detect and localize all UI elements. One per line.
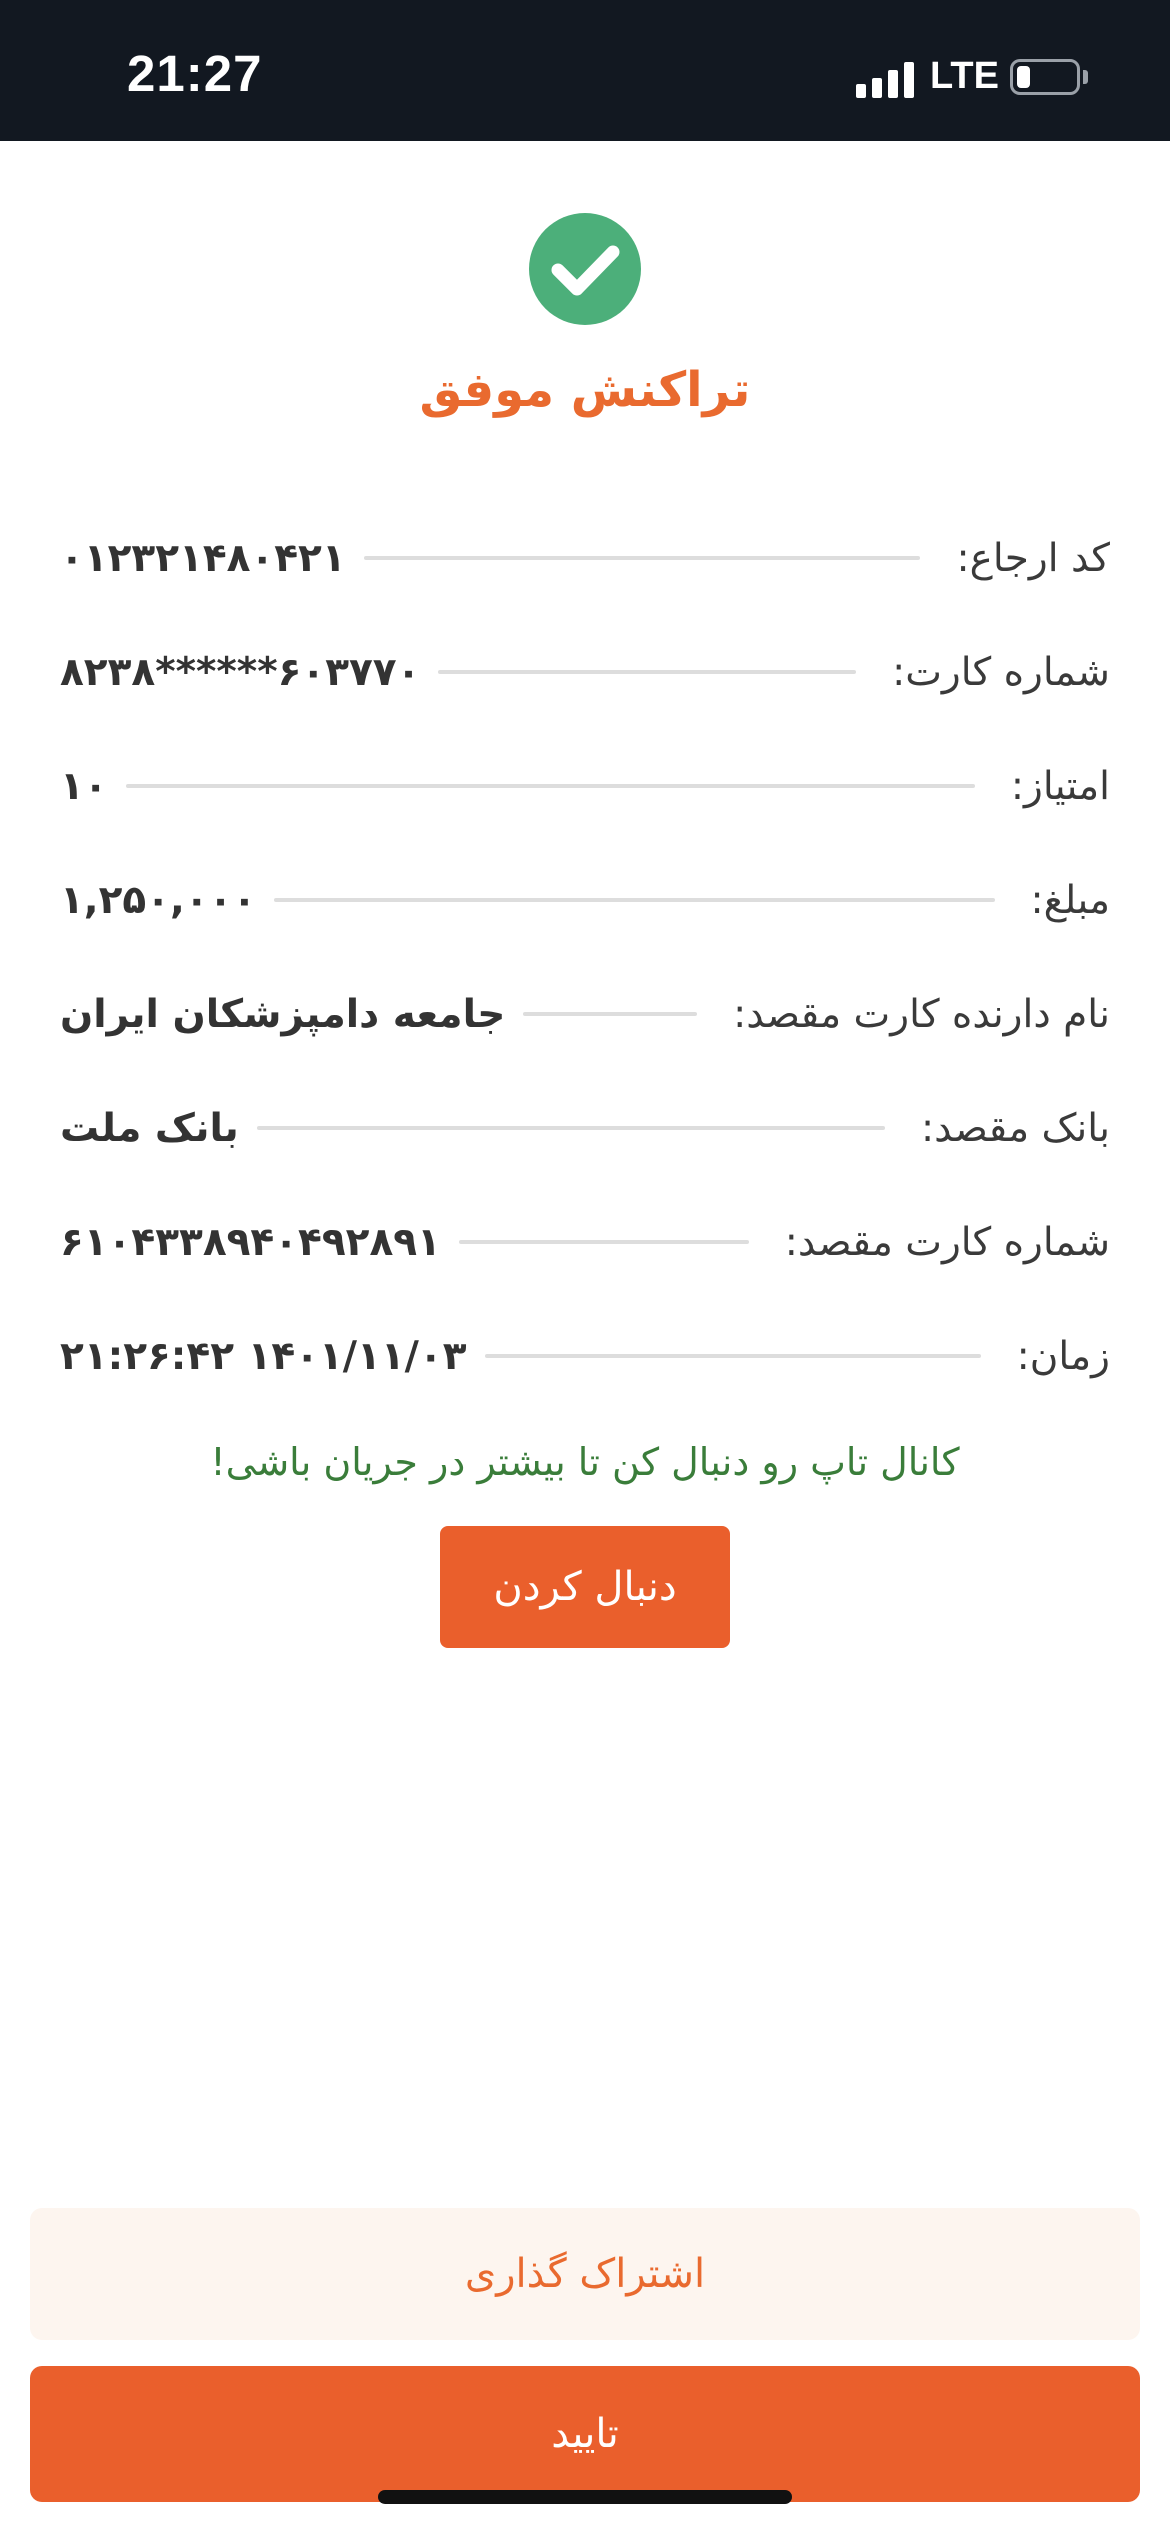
detail-row-reference-code xyxy=(60,528,1110,588)
row-value: جامعه دامپزشکان ایران xyxy=(60,991,506,1037)
row-divider xyxy=(126,784,975,788)
cellular-signal-icon xyxy=(856,58,916,98)
detail-row-points xyxy=(60,756,1110,816)
detail-row-destination-bank xyxy=(60,1098,1110,1158)
row-label: امتیاز: xyxy=(1010,763,1110,809)
detail-row-time xyxy=(60,1326,1110,1386)
follow-button[interactable]: دنبال کردن xyxy=(440,1526,730,1648)
row-label: بانک مقصد: xyxy=(921,1105,1110,1151)
row-value: ۱,۲۵۰,۰۰۰ xyxy=(60,877,257,923)
page-title: تراکنش موفق xyxy=(419,362,751,418)
row-value: ۶۰۳۷۷۰******۸۲۳۸ xyxy=(60,649,421,695)
channel-promo-text: کانال تاپ رو دنبال کن تا بیشتر در جریان باشی! xyxy=(210,1440,960,1484)
status-time: 21:27 xyxy=(127,45,263,102)
row-label: نام دارنده کارت مقصد: xyxy=(733,991,1110,1037)
row-divider xyxy=(459,1240,749,1244)
row-value: بانک ملت xyxy=(60,1105,239,1151)
row-divider xyxy=(485,1354,981,1358)
status-bar xyxy=(0,0,1170,141)
detail-row-card-number xyxy=(60,642,1110,702)
row-divider xyxy=(523,1012,697,1016)
detail-row-destination-holder xyxy=(60,984,1110,1044)
battery-icon xyxy=(1010,59,1080,95)
row-label: شماره کارت مقصد: xyxy=(784,1219,1110,1265)
detail-row-amount xyxy=(60,870,1110,930)
row-value: ۱۰ xyxy=(60,763,108,809)
row-divider xyxy=(257,1126,885,1130)
home-indicator[interactable] xyxy=(378,2490,792,2504)
row-label: زمان: xyxy=(1016,1333,1110,1379)
row-divider xyxy=(438,670,856,674)
confirm-button[interactable]: تایید xyxy=(30,2366,1140,2502)
row-value: ۶۱۰۴۳۳۸۹۴۰۴۹۲۸۹۱ xyxy=(60,1219,441,1265)
detail-row-destination-card xyxy=(60,1212,1110,1272)
battery-level xyxy=(1017,66,1030,88)
row-value: ۰۱۲۳۲۱۴۸۰۴۲۱ xyxy=(60,535,346,581)
battery-tip xyxy=(1083,70,1088,84)
row-label: کد ارجاع: xyxy=(956,535,1110,581)
row-label: مبلغ: xyxy=(1030,877,1110,923)
row-divider xyxy=(364,556,921,560)
share-button[interactable]: اشتراک گذاری xyxy=(30,2208,1140,2340)
row-divider xyxy=(274,898,994,902)
row-label: شماره کارت: xyxy=(892,649,1110,695)
network-type: LTE xyxy=(930,55,999,97)
check-circle-icon xyxy=(528,212,642,326)
row-value: ۱۴۰۱/۱۱/۰۳ ۲۱:۲۶:۴۲ xyxy=(60,1333,467,1379)
